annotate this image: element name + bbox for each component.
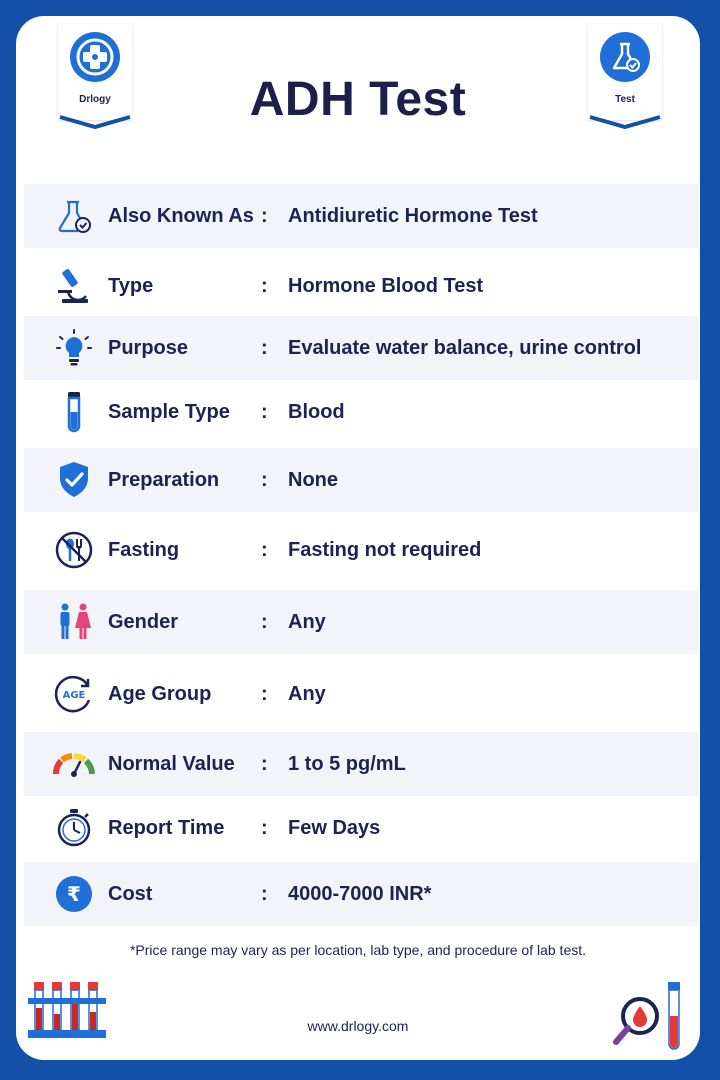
test-badge-label: Test xyxy=(615,94,635,105)
row-value: 1 to 5 pg/mL xyxy=(288,753,406,775)
row-label: Normal Value xyxy=(108,753,235,775)
stopwatch-icon xyxy=(54,808,94,848)
row-colon: : xyxy=(261,275,268,297)
shield-check-icon xyxy=(54,460,94,500)
svg-text:AGE: AGE xyxy=(62,690,86,701)
row-label: Type xyxy=(108,275,154,297)
row-colon: : xyxy=(261,753,268,775)
row-colon: : xyxy=(261,683,268,705)
row-value: Evaluate water balance, urine control xyxy=(288,337,642,359)
price-disclaimer: *Price range may vary as per location, lab type, and procedure of lab test. xyxy=(129,942,587,958)
row-value: Hormone Blood Test xyxy=(288,275,484,297)
row-colon: : xyxy=(261,883,268,905)
row-value: 4000-7000 INR* xyxy=(288,883,432,905)
male-female-icon xyxy=(54,602,94,642)
age-icon xyxy=(54,674,94,714)
row-colon: : xyxy=(261,205,268,227)
page-title: ADH Test xyxy=(249,73,467,126)
row-label: Also Known As xyxy=(108,205,254,227)
blood-tube-rack-icon xyxy=(28,978,112,1054)
info-row-age-group xyxy=(24,662,698,726)
info-row-normal-value xyxy=(24,732,698,796)
row-label: Purpose xyxy=(108,337,189,359)
gauge-icon xyxy=(50,744,98,784)
row-value: Antidiuretic Hormone Test xyxy=(288,205,538,227)
row-colon: : xyxy=(261,469,268,491)
test-tube-icon xyxy=(54,386,94,438)
row-value: Any xyxy=(288,683,326,705)
flask-check-icon xyxy=(54,196,94,236)
row-label: Sample Type xyxy=(108,401,230,423)
row-colon: : xyxy=(261,611,268,633)
rupee-icon xyxy=(54,874,94,914)
info-row-cost xyxy=(24,862,698,926)
lightbulb-icon xyxy=(54,328,94,368)
row-colon: : xyxy=(261,539,268,561)
row-colon: : xyxy=(261,337,268,359)
info-row-purpose xyxy=(24,316,698,380)
info-row-also-known-as xyxy=(24,184,698,248)
row-value: Blood xyxy=(288,401,345,423)
row-value: Few Days xyxy=(288,817,381,839)
row-value: Any xyxy=(288,611,326,633)
row-label: Preparation xyxy=(108,469,220,491)
info-row-gender xyxy=(24,590,698,654)
row-label: Age Group xyxy=(108,683,212,705)
info-row-fasting xyxy=(24,518,698,582)
info-row-preparation xyxy=(24,448,698,512)
info-row-sample-type xyxy=(24,380,698,444)
website-url: www.drlogy.com xyxy=(307,1018,409,1034)
microscope-icon xyxy=(54,266,94,306)
row-value: Fasting not required xyxy=(288,539,482,561)
row-label: Report Time xyxy=(108,817,225,839)
row-label: Cost xyxy=(108,883,153,905)
drlogy-badge-label: Drlogy xyxy=(79,94,111,105)
row-label: Gender xyxy=(108,611,179,633)
info-row-type xyxy=(24,254,698,318)
row-label: Fasting xyxy=(108,539,180,561)
svg-text:₹: ₹ xyxy=(67,882,81,906)
row-colon: : xyxy=(261,817,268,839)
row-colon: : xyxy=(261,401,268,423)
info-card xyxy=(16,16,700,1060)
magnifier-blood-icon xyxy=(610,980,686,1054)
no-eating-icon xyxy=(54,530,94,570)
info-row-report-time xyxy=(24,796,698,860)
row-value: None xyxy=(288,469,338,491)
